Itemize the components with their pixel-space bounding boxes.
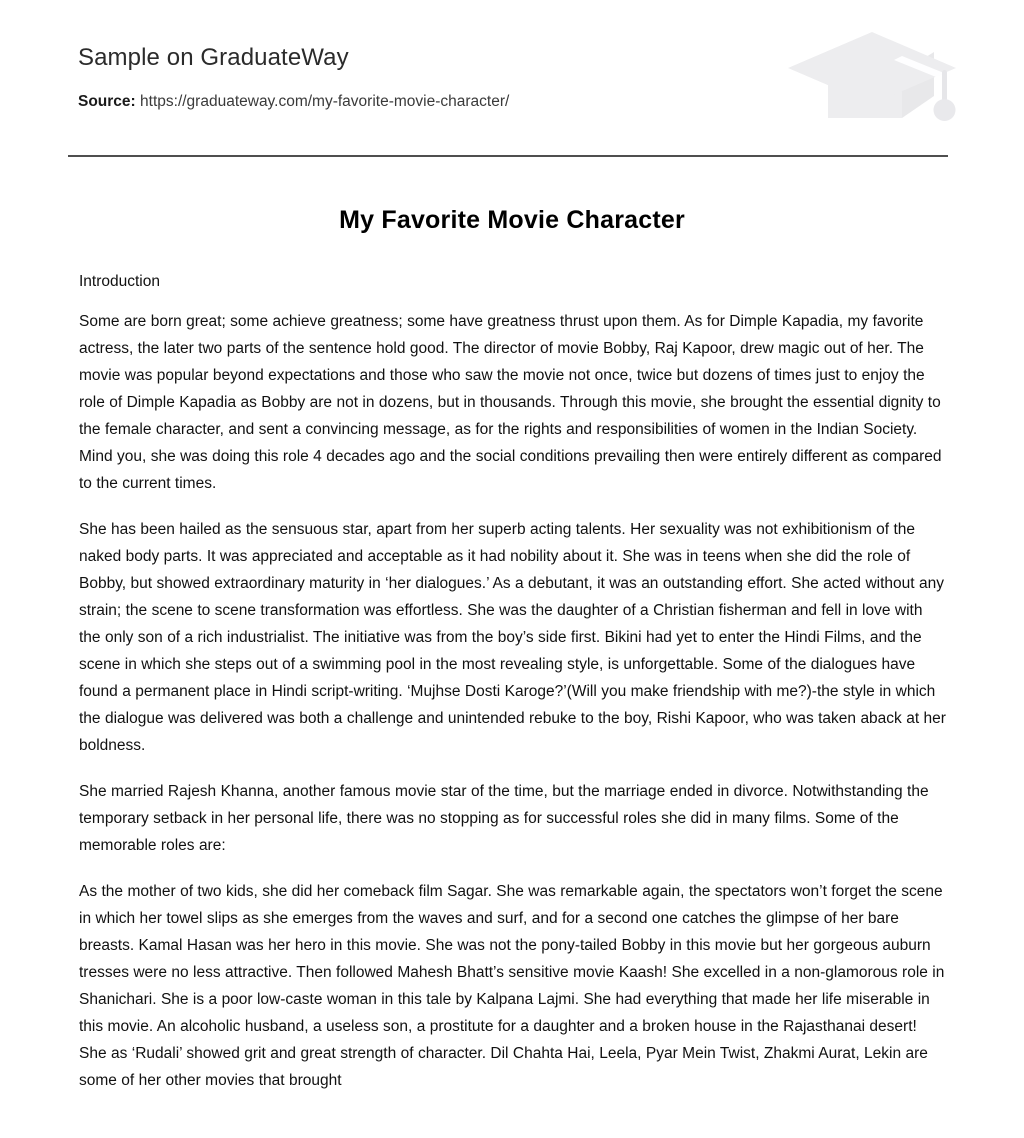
source-label: Source: (78, 93, 136, 110)
source-line (78, 93, 509, 112)
body-paragraph: She married Rajesh Khanna, another famous movie star of the time, but the marriage ended in divorce. Notwithstanding the temporary setback in her personal life, there was no stopping as for successful roles she did in many films. Some of the memorable roles are: (79, 783, 929, 854)
body-paragraph: Some are born great; some achieve greatness; some have greatness thrust upon them. As for Dimple Kapadia, my favorite actress, the later two parts of the sentence hold good. The director of movie Bobby, Raj Kapoor, drew magic out of her. The movie was popular beyond expectations and those who saw the movie not once, twice but dozens of times just to enjoy the role of Dimple Kapadia as Bobby are not in dozens, but in thousands. Through this movie, she brought the essential dignity to the female character, and sent a convincing message, as for the rights and responsibilities of women in the Indian Society. Mind you, she was doing this role 4 decades ago and the social conditions prevailing then were entirely different as compared to the current times. (79, 313, 942, 492)
brand-title: Sample on GraduateWay (78, 44, 349, 71)
page-header (0, 0, 1024, 156)
section-heading-introduction: Introduction (79, 273, 160, 290)
body-paragraph: She has been hailed as the sensuous star, apart from her superb acting talents. Her sexuality was not exhibitionism of the naked body parts. It was appreciated and acceptable as it had nobility about it. She was in teens when she did the role of Bobby, but showed extraordinary maturity in ‘her dialogues.’ As a debutant, it was an outstanding effort. She acted without any strain; the scene to scene transformation was effortless. She was the daughter of a Christian fisherman and fell in love with the only son of a rich industrialist. The initiative was from the boy’s side first. Bikini had yet to enter the Hindi Films, and the scene in which she steps out of a swimming pool in the most revealing style, is unforgettable. Some of the dialogues have found a permanent place in Hindi script-writing. ‘Mujhse Dosti Karoge?’(Will you make friendship with me?)-the style in which the dialogue was delivered was both a challenge and unintended rebuke to the boy, Rishi Kapoor, who was taken aback at her boldness. (79, 521, 946, 754)
body-paragraph: As the mother of two kids, she did her comeback film Sagar. She was remarkable again, the spectators won’t forget the scene in which her towel slips as she emerges from the waves and surf, and for a second one catches the glimpse of her bare breasts. Kamal Hasan was her hero in this movie. She was not the pony-tailed Bobby in this movie but her gorgeous auburn tresses were no less attractive. Then followed Mahesh Bhatt’s sensitive movie Kaash! She excelled in a non-glamorous role in Shanichari. She is a poor low-caste woman in this tale by Kalpana Lajmi. She had everything that made her life miserable in this movie. An alcoholic husband, a useless son, a prostitute for a daughter and a broken house in the Rajasthanai desert! She as ‘Rudali’ showed grit and great strength of character. Dil Chahta Hai, Leela, Pyar Mein Twist, Zhakmi Aurat, Lekin are some of her other movies that brought (79, 883, 945, 1089)
source-url[interactable]: https://graduateway.com/my-favorite-movie-character/ (140, 93, 510, 110)
document-body (79, 268, 947, 1094)
header-divider (68, 155, 948, 157)
graduation-cap-icon (784, 26, 960, 126)
page-title: My Favorite Movie Character (339, 206, 685, 234)
